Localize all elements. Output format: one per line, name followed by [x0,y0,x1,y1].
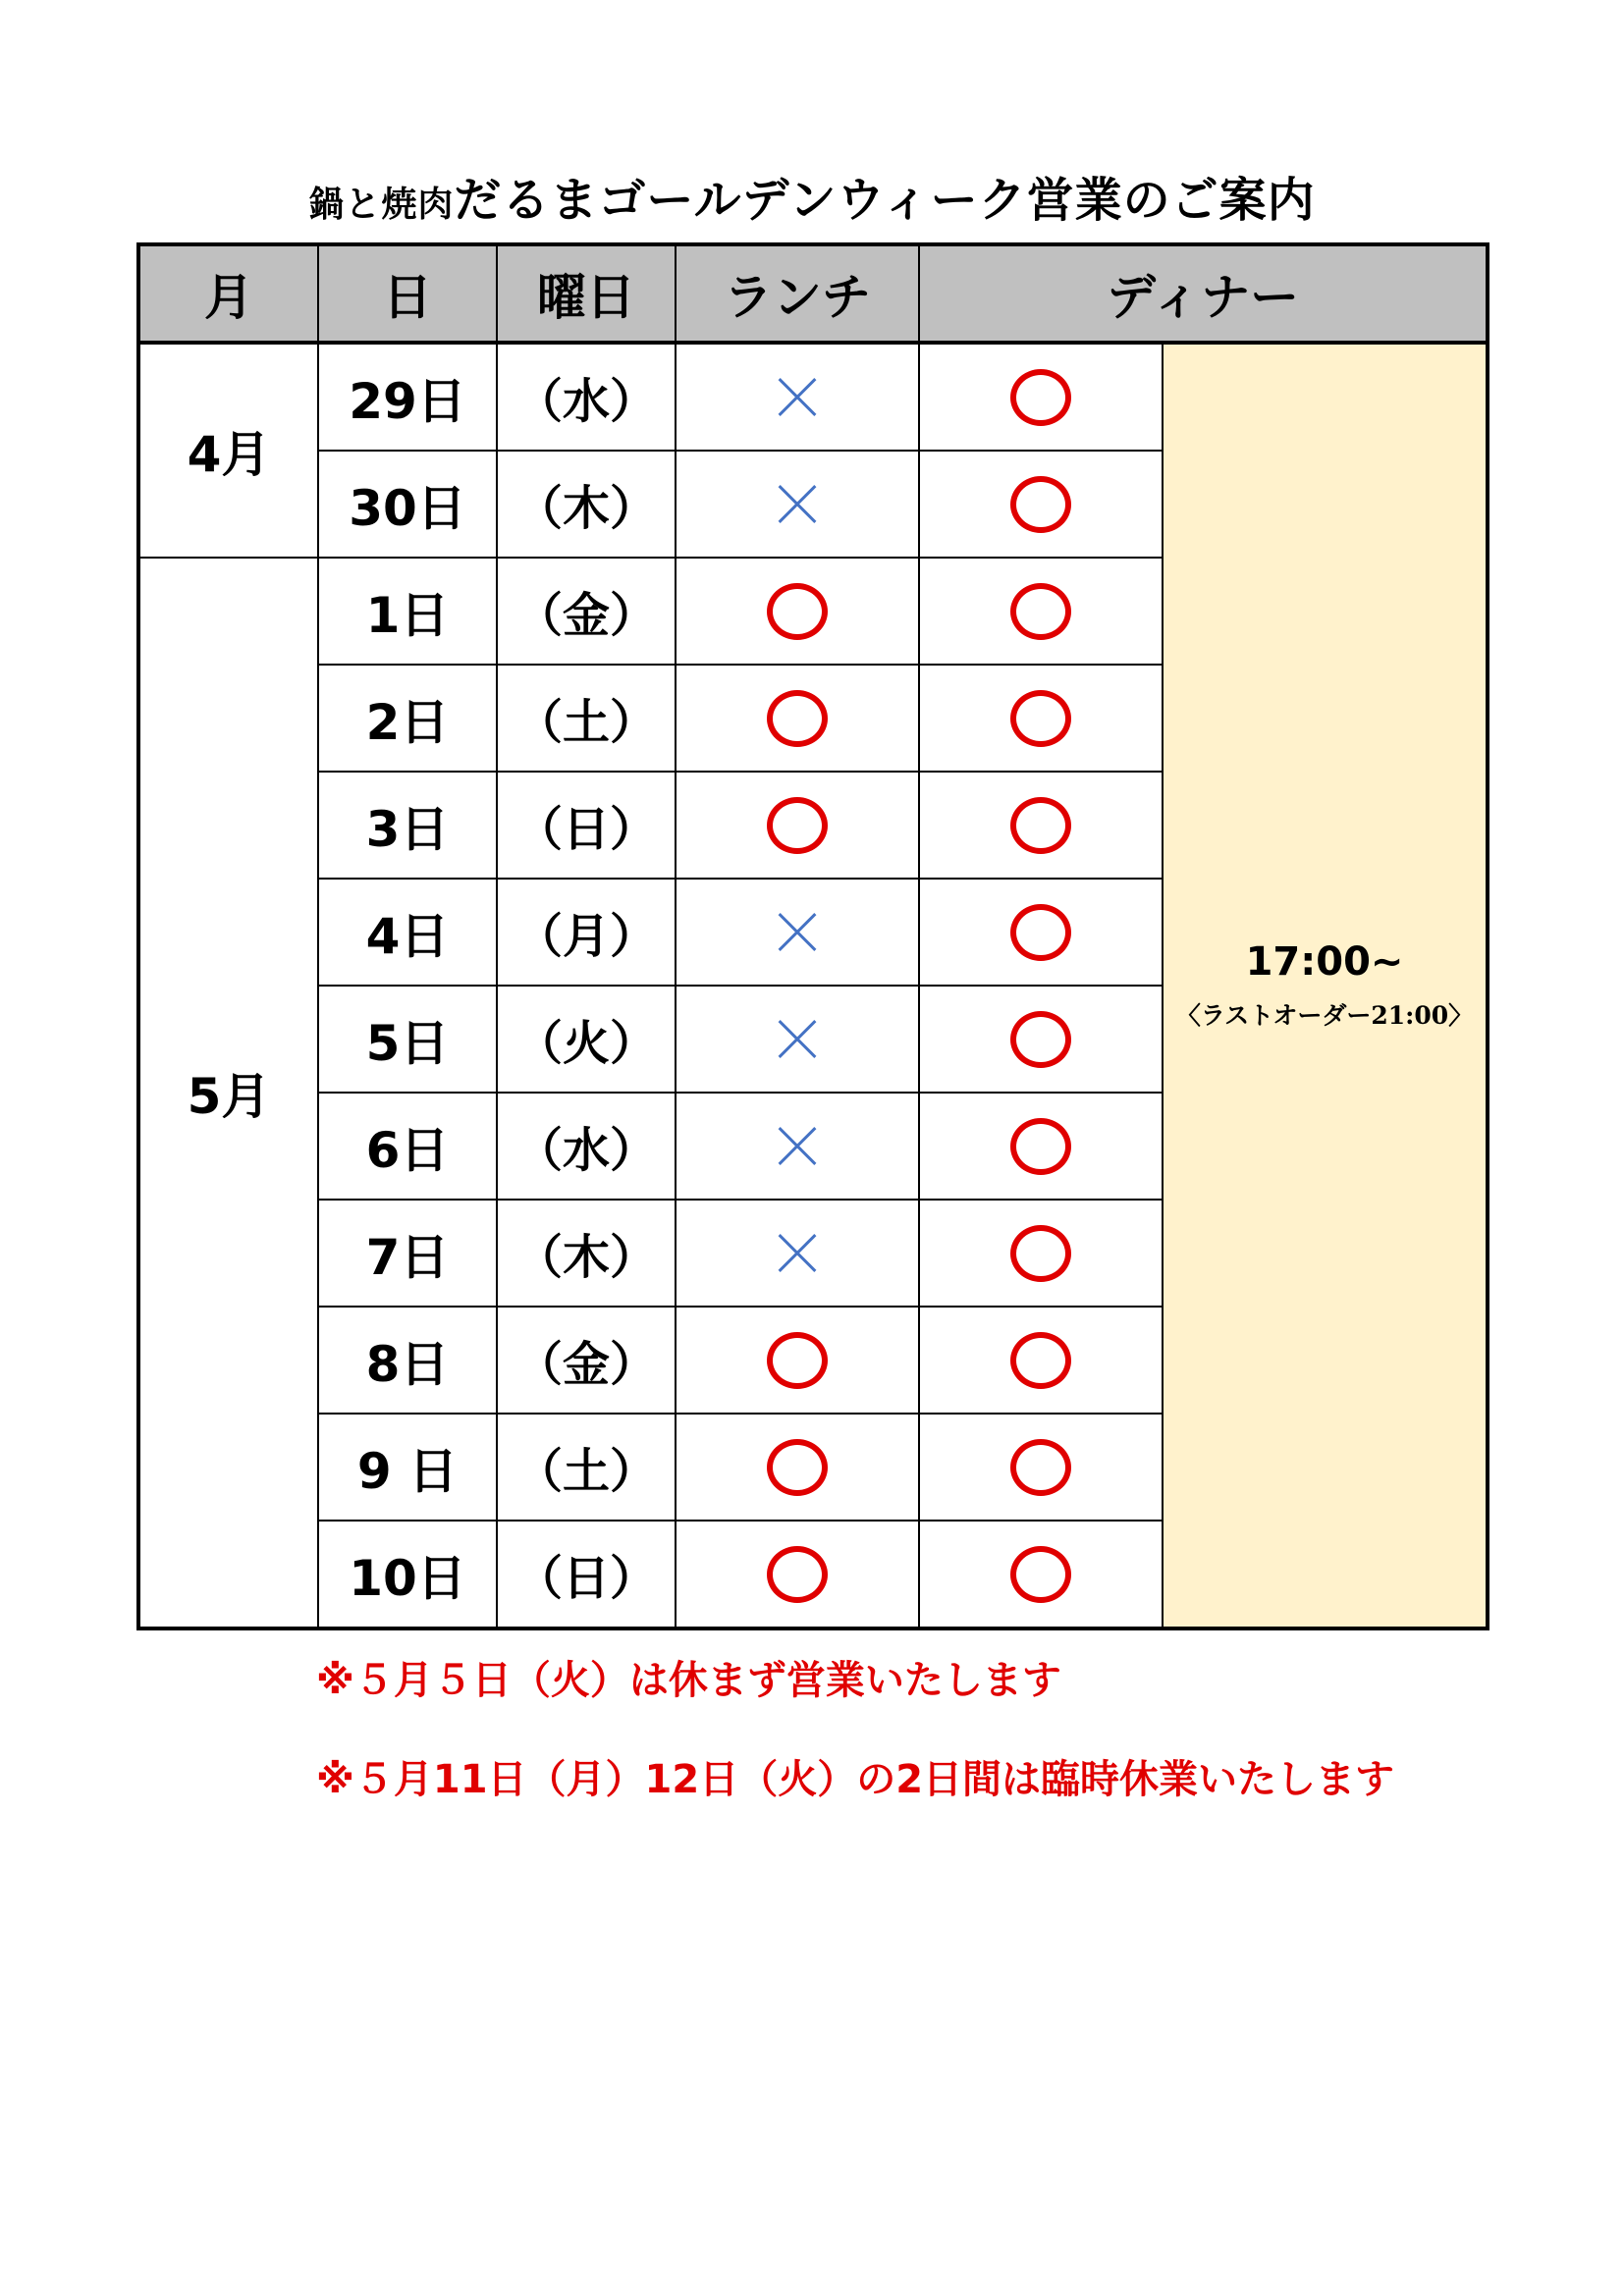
month-april: 4月 [138,343,318,558]
weekday-cell: （土） [497,1414,676,1521]
lunch-status-cell [676,1200,919,1307]
weekday-cell: （木） [497,451,676,558]
lunch-status-cell [676,986,919,1093]
dinner-status-cell [919,343,1163,451]
schedule-table [136,242,1489,1630]
lunch-status-cell [676,1414,919,1521]
table-row [138,343,1488,451]
title-main: だるまゴールデンウィーク営業のご案内 [454,173,1316,228]
lunch-status-cell [676,1307,919,1414]
header-row [138,244,1488,343]
page-title [0,162,1624,230]
open-circle-icon [1010,583,1071,640]
month-may: 5月 [138,558,318,1629]
header-day: 日 [318,244,497,343]
closed-cross-icon [776,1018,819,1061]
weekday-cell: （日） [497,1521,676,1629]
header-dinner: ディナー [919,244,1488,343]
open-circle-icon [1010,1118,1071,1175]
lunch-status-cell [676,558,919,665]
weekday-cell: （日） [497,772,676,879]
dinner-status-cell [919,665,1163,772]
open-circle-icon [767,690,828,747]
open-circle-icon [767,1439,828,1496]
weekday-cell: （月） [497,879,676,986]
day-cell: 5日 [318,986,497,1093]
dinner-status-cell [919,879,1163,986]
day-cell: 29日 [318,343,497,451]
closed-cross-icon [776,1232,819,1275]
dinner-status-cell [919,558,1163,665]
day-cell: 3日 [318,772,497,879]
lunch-status-cell [676,879,919,986]
open-circle-icon [1010,690,1071,747]
dinner-status-cell [919,1093,1163,1200]
weekday-cell: （金） [497,1307,676,1414]
dinner-status-cell [919,1200,1163,1307]
last-order-time: 〈ラストオーダー21:00〉 [1175,1001,1474,1030]
dinner-hours-cell [1163,343,1488,1629]
weekday-cell: （土） [497,665,676,772]
open-circle-icon [767,1546,828,1603]
open-circle-icon [1010,1225,1071,1282]
weekday-cell: （火） [497,986,676,1093]
day-cell: 1日 [318,558,497,665]
day-cell: 9 日 [318,1414,497,1521]
note-temporary-closure: ※５月11日（月）12日（火）の2日間は臨時休業いたします [316,1757,1395,1802]
dinner-status-cell [919,1414,1163,1521]
open-circle-icon [1010,1011,1071,1068]
lunch-status-cell [676,1521,919,1629]
lunch-status-cell [676,451,919,558]
dinner-status-cell [919,1521,1163,1629]
open-circle-icon [767,1332,828,1389]
dinner-status-cell [919,986,1163,1093]
open-circle-icon [1010,1332,1071,1389]
schedule-body [138,343,1488,1629]
open-circle-icon [767,797,828,854]
day-cell: 7日 [318,1200,497,1307]
lunch-status-cell [676,1093,919,1200]
closed-cross-icon [776,376,819,419]
weekday-cell: （水） [497,343,676,451]
weekday-cell: （金） [497,558,676,665]
open-circle-icon [1010,1546,1071,1603]
dinner-status-cell [919,1307,1163,1414]
closed-cross-icon [776,483,819,526]
header-dow: 曜日 [497,244,676,343]
title-prefix: 鍋と焼肉 [308,185,455,225]
closed-cross-icon [776,911,819,954]
lunch-status-cell [676,772,919,879]
day-cell: 10日 [318,1521,497,1629]
open-circle-icon [1010,369,1071,426]
day-cell: 6日 [318,1093,497,1200]
open-circle-icon [1010,1439,1071,1496]
open-circle-icon [1010,904,1071,961]
note-may5-open: ※５月５日（火）は休まず営業いたします [316,1658,1061,1703]
lunch-status-cell [676,665,919,772]
header-month: 月 [138,244,318,343]
day-cell: 8日 [318,1307,497,1414]
dinner-start-time: 17:00~ [1245,939,1404,985]
dinner-status-cell [919,772,1163,879]
weekday-cell: （水） [497,1093,676,1200]
day-cell: 4日 [318,879,497,986]
open-circle-icon [1010,797,1071,854]
header-lunch: ランチ [676,244,919,343]
open-circle-icon [1010,476,1071,533]
dinner-status-cell [919,451,1163,558]
closed-cross-icon [776,1125,819,1168]
lunch-status-cell [676,343,919,451]
open-circle-icon [767,583,828,640]
day-cell: 30日 [318,451,497,558]
day-cell: 2日 [318,665,497,772]
weekday-cell: （木） [497,1200,676,1307]
